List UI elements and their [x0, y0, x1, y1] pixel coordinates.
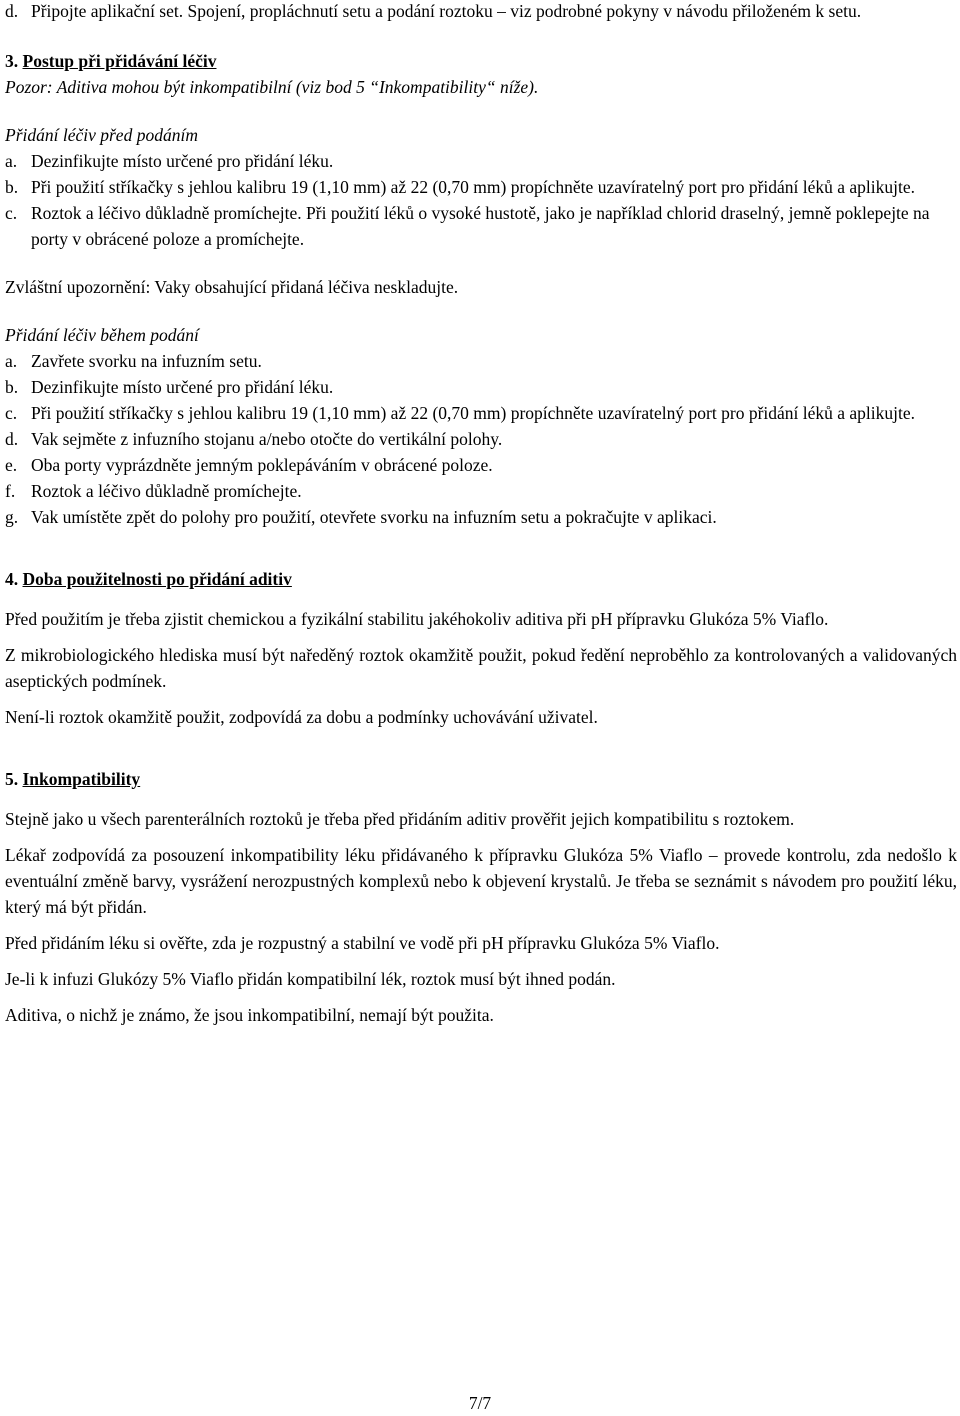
section-3-title: Postup při přidávání léčiv	[22, 51, 217, 71]
section-5-paragraph: Je-li k infuzi Glukózy 5% Viaflo přidán kompatibilní lék, roztok musí být ihned podán.	[5, 969, 616, 989]
during-item-d-marker: d.	[5, 429, 19, 449]
during-item-b-text: Dezinfikujte místo určené pro přidání léku.	[31, 377, 334, 397]
section-5-title: Inkompatibility	[22, 769, 141, 789]
section-5-heading	[5, 766, 957, 792]
during-item-f	[5, 478, 957, 504]
during-item-g-text: Vak umístěte zpět do polohy pro použití, otevřete svorku na infuzním setu a pokračujte v aplikaci.	[31, 507, 717, 527]
before-item-c-marker: c.	[5, 203, 18, 223]
before-item-c-text: Roztok a léčivo důkladně promíchejte. Při použití léků o vysoké hustotě, jako je například chlorid draselný, jemně poklepejte na porty v obrácené poloze a promíchejte.	[31, 203, 930, 249]
before-item-a-text: Dezinfikujte místo určené pro přidání léku.	[31, 151, 334, 171]
step-d	[5, 0, 957, 24]
section-5-paragraph: Aditiva, o nichž je známo, že jsou inkompatibilní, nemají být použita.	[5, 1005, 494, 1025]
before-item-a	[5, 148, 957, 174]
section-3-heading	[5, 48, 957, 74]
section-5-number: 5.	[5, 769, 19, 789]
before-item-b	[5, 174, 957, 200]
during-item-f-text: Roztok a léčivo důkladně promíchejte.	[31, 481, 302, 501]
before-item-a-marker: a.	[5, 151, 18, 171]
during-item-c-text: Při použití stříkačky s jehlou kalibru 19 (1,10 mm) až 22 (0,70 mm) propíchněte uzavíratelný port pro přidání léků a aplikujte.	[31, 403, 916, 423]
before-item-c	[5, 200, 957, 252]
section-4-title: Doba použitelnosti po přidání aditiv	[22, 569, 292, 589]
section-5-paragraph: Před přidáním léku si ověřte, zda je rozpustný a stabilní ve vodě při pH přípravku Glukóza 5% Viaflo.	[5, 933, 720, 953]
during-item-a-text: Zavřete svorku na infuzním setu.	[31, 351, 262, 371]
during-item-g	[5, 504, 957, 530]
page-number: 7/7	[468, 1393, 492, 1413]
during-item-g-marker: g.	[5, 507, 19, 527]
special-warning: Zvláštní upozornění: Vaky obsahující přidaná léčiva neskladujte.	[5, 277, 459, 297]
section-4-number: 4.	[5, 569, 19, 589]
during-item-e-text: Oba porty vyprázdněte jemným poklepáváním v obrácené poloze.	[31, 455, 493, 475]
during-item-d-text: Vak sejměte z infuzního stojanu a/nebo otočte do vertikální polohy.	[31, 429, 503, 449]
step-d-text: Připojte aplikační set. Spojení, propláchnutí setu a podání roztoku – viz podrobné pokyny v návodu přiloženém k setu.	[31, 1, 862, 21]
section-4-paragraph: Z mikrobiologického hlediska musí být naředěný roztok okamžitě použit, pokud ředění neproběhlo za kontrolovaných a validovaných aseptických podmínek.	[5, 645, 957, 691]
during-heading: Přidání léčiv během podání	[5, 325, 199, 345]
before-item-b-text: Při použití stříkačky s jehlou kalibru 19 (1,10 mm) až 22 (0,70 mm) propíchněte uzavíratelný port pro přidání léků a aplikujte.	[31, 177, 916, 197]
during-item-a-marker: a.	[5, 351, 18, 371]
document-page	[5, 0, 957, 1028]
before-item-b-marker: b.	[5, 177, 19, 197]
section-3-note: Pozor: Aditiva mohou být inkompatibilní (viz bod 5 “Inkompatibility“ níže).	[5, 77, 539, 97]
during-item-c-marker: c.	[5, 403, 18, 423]
during-item-b	[5, 374, 957, 400]
during-item-c	[5, 400, 957, 426]
during-item-a	[5, 348, 957, 374]
section-4-paragraph: Před použitím je třeba zjistit chemickou a fyzikální stabilitu jakéhokoliv aditiva při pH přípravku Glukóza 5% Viaflo.	[5, 609, 829, 629]
step-d-marker: d.	[5, 1, 19, 21]
during-item-b-marker: b.	[5, 377, 19, 397]
section-5-paragraph: Lékař zodpovídá za posouzení inkompatibility léku přidávaného k přípravku Glukóza 5% Viaflo – provede kontrolu, zda nedošlo k eventuální změně barvy, vysrážení nerozpustných komplexů nebo k objevení krystalů. Je třeba se seznámit s návodem pro použití léku, který má být přidán.	[5, 845, 957, 917]
during-item-f-marker: f.	[5, 481, 16, 501]
section-4-paragraph: Není-li roztok okamžitě použit, zodpovídá za dobu a podmínky uchovávání uživatel.	[5, 707, 598, 727]
during-item-e	[5, 452, 957, 478]
section-4-heading	[5, 566, 957, 592]
during-item-e-marker: e.	[5, 455, 18, 475]
during-item-d	[5, 426, 957, 452]
section-5-paragraph: Stejně jako u všech parenterálních roztoků je třeba před přidáním aditiv prověřit jejich kompatibilitu s roztokem.	[5, 809, 795, 829]
section-3-number: 3.	[5, 51, 19, 71]
before-heading: Přidání léčiv před podáním	[5, 125, 198, 145]
